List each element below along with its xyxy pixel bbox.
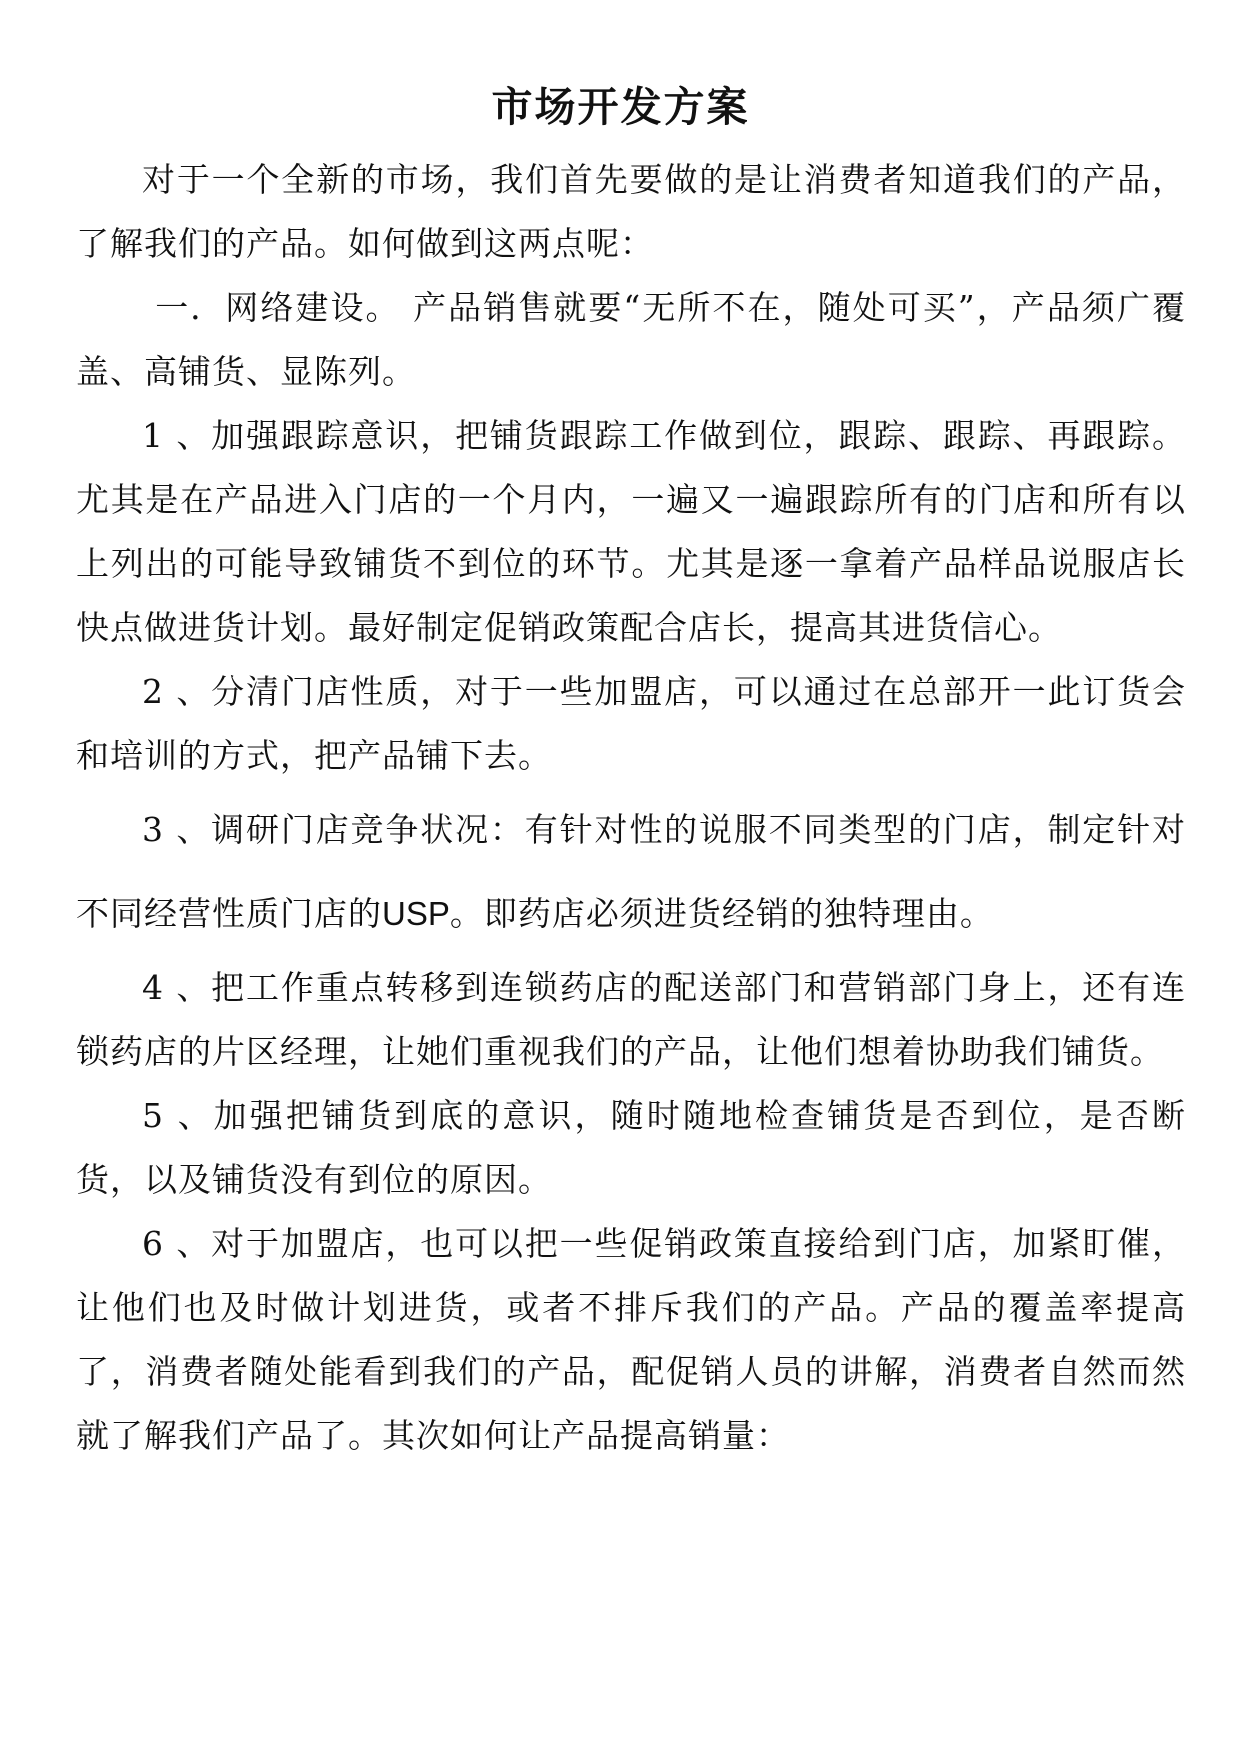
- paragraph-item-4: 4 、把工作重点转移到连锁药店的配送部门和营销部门身上，还有连锁药店的片区经理，让她们重视我们的产品，让他们想着协助我们铺货。: [76, 968, 1186, 1071]
- document-body: [76, 148, 1186, 1468]
- paragraph-item-6: 6 、对于加盟店，也可以把一些促销政策直接给到门店，加紧盯催，让他们也及时做计划进货，或者不排斥我们的产品。产品的覆盖率提高了，消费者随处能看到我们的产品，配促销人员的讲解，消费者自然而然就了解我们产品了。其次如何让产品提高销量：: [76, 1224, 1186, 1455]
- paragraph-item-3-text: 3 、调研门店竞争状况：有针对性的说服不同类型的门店，制定针对不同经营性质门店的: [76, 810, 1186, 933]
- document-title: 市场开发方案: [491, 83, 750, 131]
- paragraph-item-3: [76, 788, 1186, 956]
- usp-term: USP: [382, 895, 450, 932]
- paragraph-section-network: 一．网络建设。 产品销售就要“无所不在，随处可买”，产品须广覆盖、高铺货、显陈列。: [76, 288, 1186, 391]
- paragraph-intro: 对于一个全新的市场，我们首先要做的是让消费者知道我们的产品，了解我们的产品。如何做到这两点呢：: [76, 160, 1186, 263]
- paragraph-item-1: 1 、加强跟踪意识，把铺货跟踪工作做到位，跟踪、跟踪、再跟踪。尤其是在产品进入门店的一个月内，一遍又一遍跟踪所有的门店和所有以上列出的可能导致铺货不到位的环节。尤其是逐一拿着产品样品说服店长快点做进货计划。最好制定促销政策配合店长，提高其进货信心。: [76, 416, 1186, 647]
- paragraph-item-2: 2 、分清门店性质，对于一些加盟店，可以通过在总部开一此订货会和培训的方式，把产品铺下去。: [76, 672, 1186, 775]
- paragraph-item-5: 5 、加强把铺货到底的意识，随时随地检查铺货是否到位，是否断货，以及铺货没有到位的原因。: [76, 1096, 1186, 1199]
- paragraph-item-3-tail: 。即药店必须进货经销的独特理由。: [449, 894, 994, 933]
